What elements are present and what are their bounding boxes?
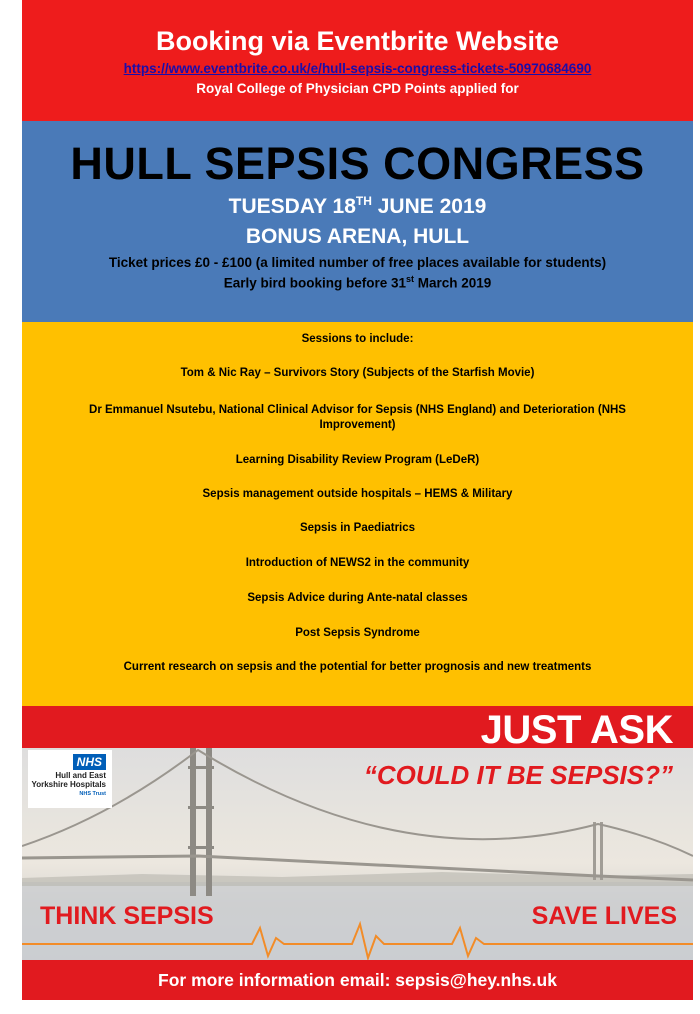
just-ask-text: JUST ASK — [480, 708, 673, 752]
could-it-be-sepsis-text: “COULD IT BE SEPSIS?” — [363, 760, 673, 790]
session-item: Current research on sepsis and the potential for better prognosis and new treatments — [123, 661, 592, 673]
session-item: Dr Emmanuel Nsutebu, National Clinical Advisor for Sepsis (NHS England) and Deterioration (NHS Improvement) — [89, 404, 626, 431]
session-item: Sepsis management outside hospitals – HEMS & Military — [202, 488, 513, 500]
ticket-prices: Ticket prices £0 - £100 (a limited number of free places available for students) — [108, 255, 607, 270]
session-item: Sepsis Advice during Ante-natal classes — [247, 592, 468, 604]
booking-heading: Booking via Eventbrite Website — [155, 26, 560, 56]
early-bird — [22, 274, 693, 291]
event-details — [22, 121, 693, 322]
event-venue: BONUS ARENA, HULL — [245, 225, 470, 248]
poster — [22, 0, 693, 1000]
session-item: Introduction of NEWS2 in the community — [245, 557, 470, 569]
session-item: Learning Disability Review Program (LeDeR) — [235, 454, 480, 466]
event-date — [22, 194, 693, 219]
trust-name-line1: Hull and East — [55, 771, 106, 780]
trust-name — [31, 771, 106, 789]
session-item: Sepsis in Paediatrics — [299, 522, 416, 534]
save-lives-text: SAVE LIVES — [531, 902, 677, 930]
nhs-logo: NHS — [73, 754, 106, 770]
cpd-note: Royal College of Physician CPD Points applied for — [196, 81, 519, 96]
event-date-main: TUESDAY 18 — [228, 195, 356, 218]
contact-footer — [22, 960, 693, 1000]
contact-email-text: For more information email: sepsis@hey.nhs.uk — [158, 970, 557, 990]
eventbrite-link[interactable]: https://www.eventbrite.co.uk/e/hull-sepsis-congress-tickets-50970684690 — [123, 61, 592, 76]
think-sepsis-text: THINK SEPSIS — [40, 902, 214, 930]
early-bird-main: Early bird booking before 31 — [223, 275, 406, 291]
session-item: Post Sepsis Syndrome — [295, 627, 420, 639]
nhs-trust-logo — [28, 750, 112, 808]
sessions-heading: Sessions to include: — [301, 333, 414, 345]
event-title: HULL SEPSIS CONGRESS — [70, 138, 645, 189]
think-sepsis-banner — [22, 706, 693, 1000]
trust-subtitle: NHS Trust — [79, 791, 106, 797]
trust-name-line2: Yorkshire Hospitals — [31, 780, 106, 789]
event-date-month: JUNE 2019 — [371, 195, 487, 218]
early-bird-suffix: st — [405, 274, 414, 284]
session-item: Tom & Nic Ray – Survivors Story (Subjects of the Starfish Movie) — [180, 367, 535, 379]
early-bird-month: March 2019 — [414, 275, 492, 291]
booking-header — [22, 0, 693, 121]
sessions-panel — [22, 322, 693, 706]
event-date-suffix: TH — [355, 194, 372, 208]
